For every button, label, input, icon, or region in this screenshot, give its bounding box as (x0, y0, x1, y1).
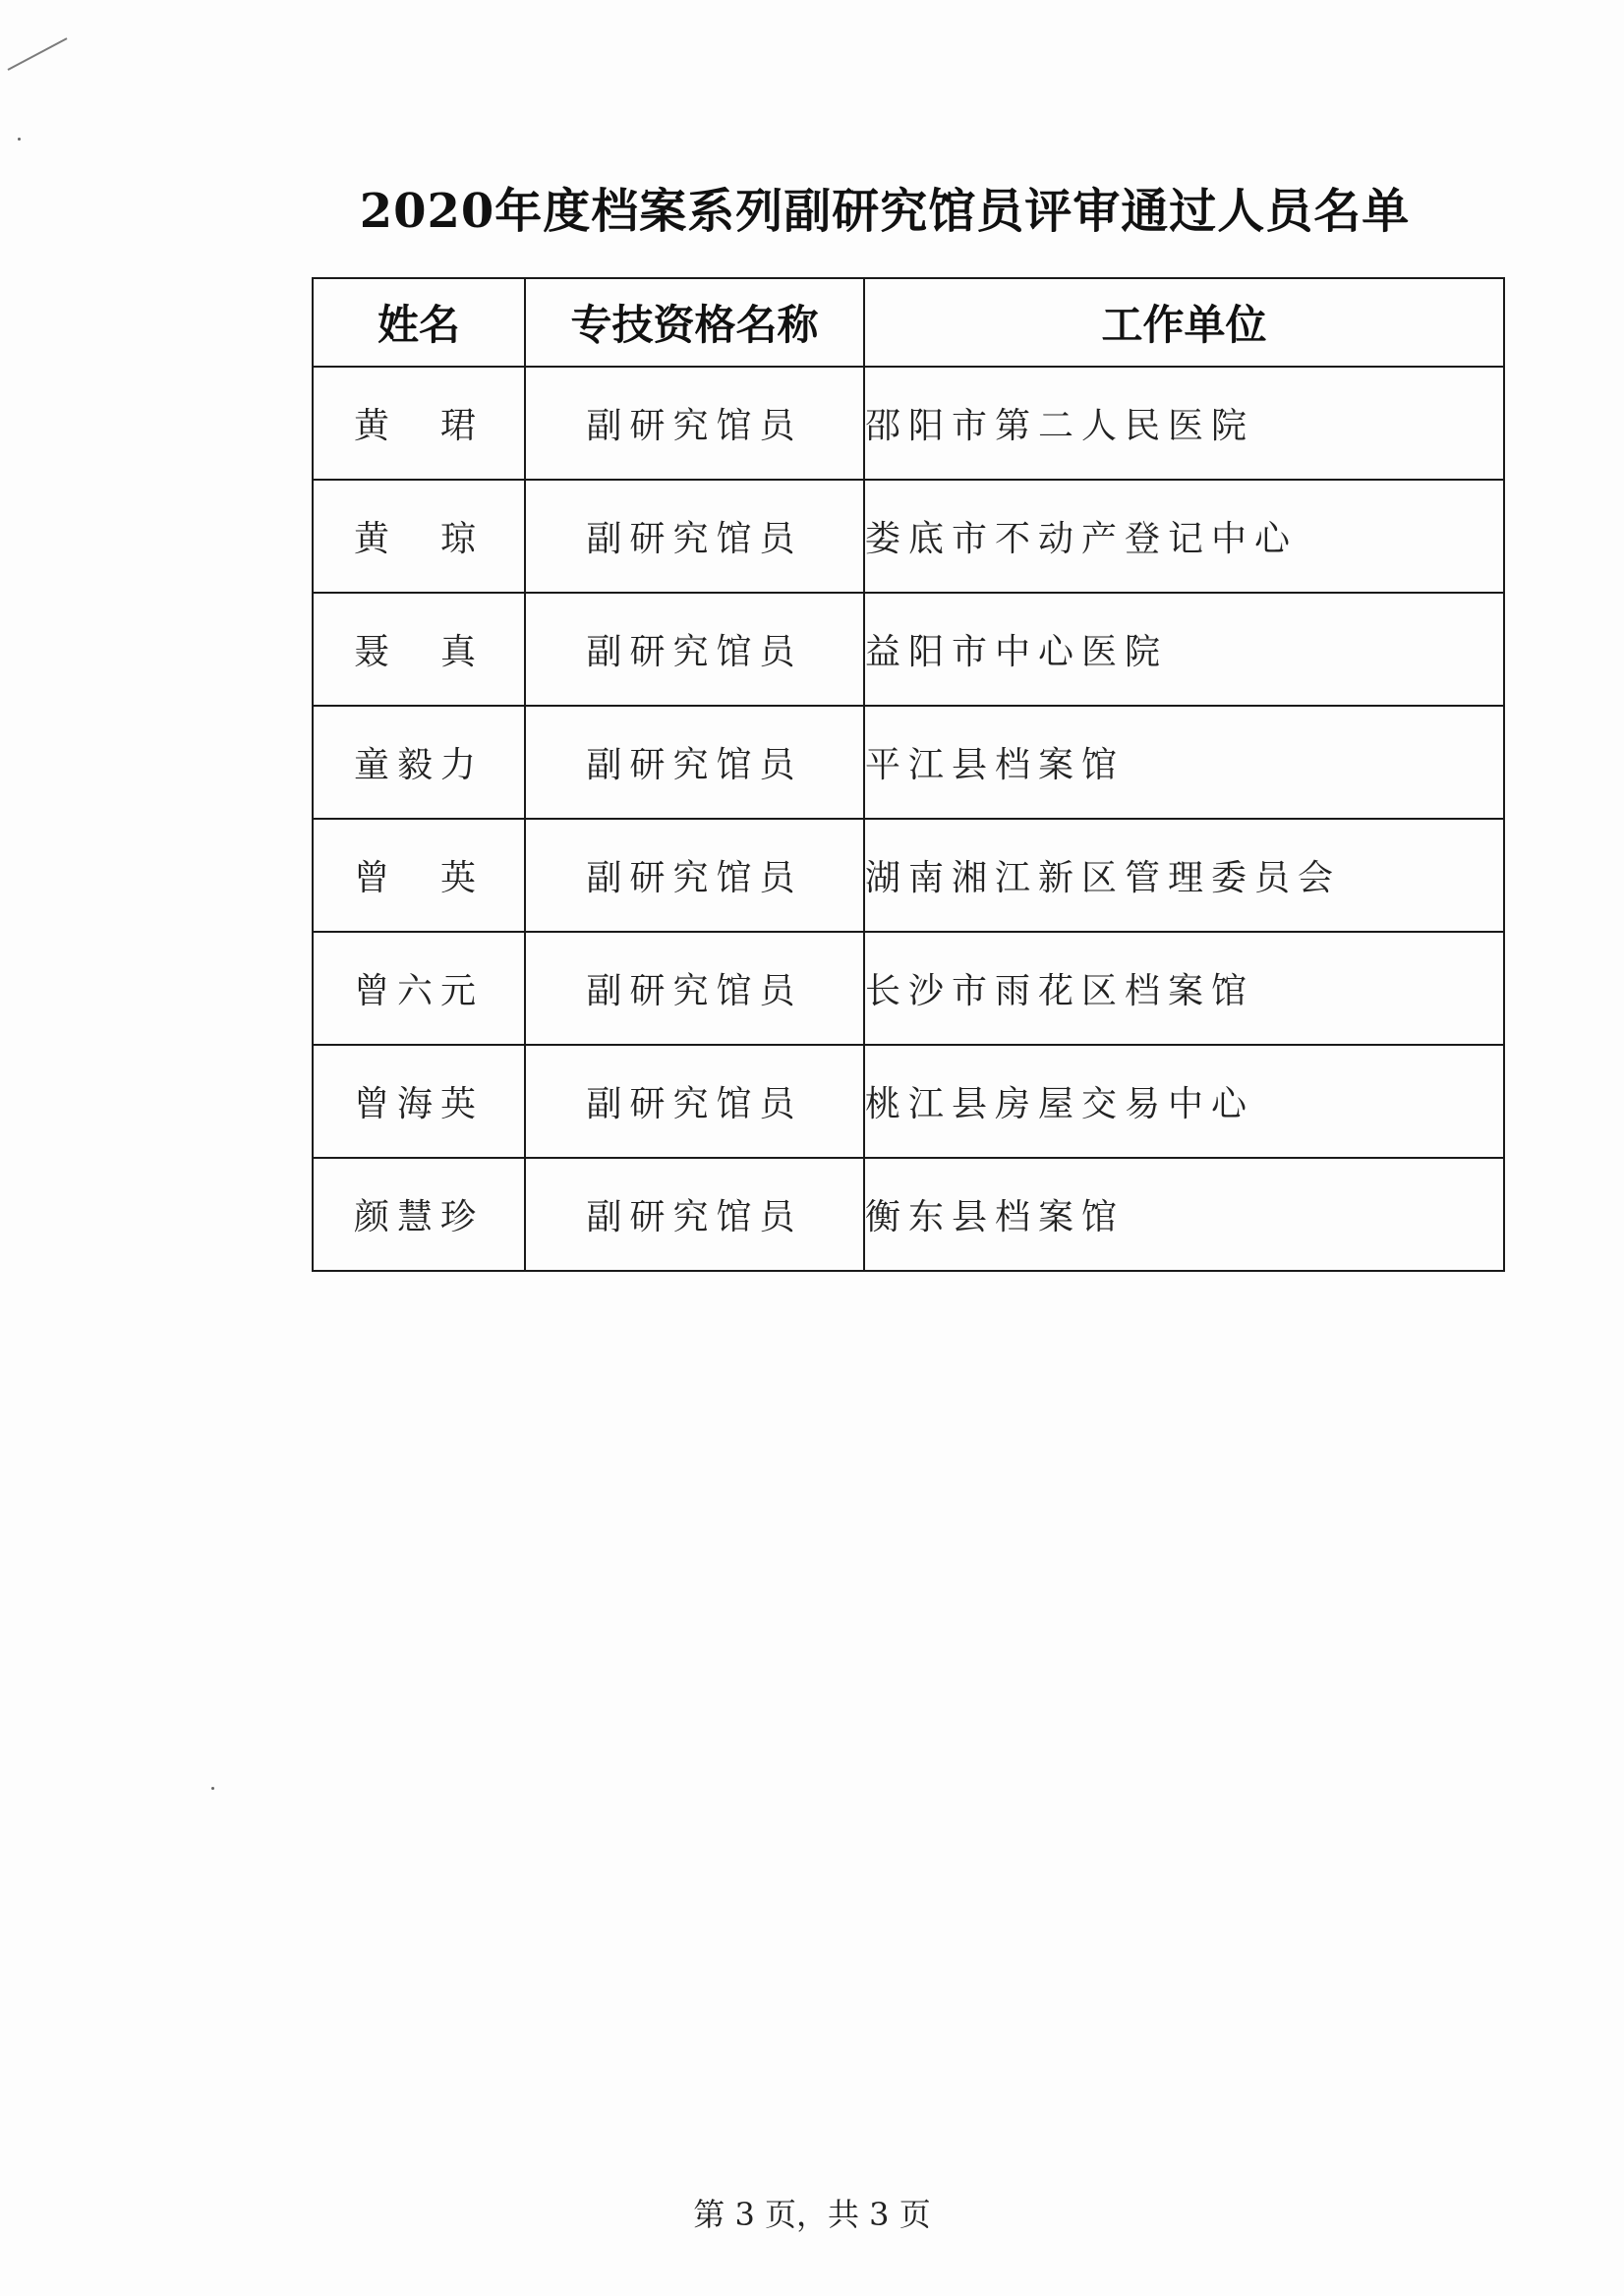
name-cell: 曾海英 (313, 1045, 525, 1158)
table-row (313, 819, 1504, 932)
qualification-cell: 副研究馆员 (525, 819, 864, 932)
work-unit-cell: 平江县档案馆 (864, 706, 1504, 819)
column-header-name: 姓名 (313, 278, 525, 367)
qualification-cell: 副研究馆员 (525, 706, 864, 819)
work-unit-cell: 邵阳市第二人民医院 (864, 367, 1504, 480)
roster-table (312, 277, 1505, 1272)
name-cell: 聂 真 (313, 593, 525, 706)
page-number-footer: 第 3 页，共 3 页 (693, 2196, 931, 2233)
name-cell: 黄 珺 (313, 367, 525, 480)
scan-artifact-line (8, 37, 68, 71)
document-title: 2020年度档案系列副研究馆员评审通过人员名单 (359, 184, 1411, 239)
column-header-unit: 工作单位 (864, 278, 1504, 367)
qualification-cell: 副研究馆员 (525, 480, 864, 593)
name-cell: 颜慧珍 (313, 1158, 525, 1271)
qualification-cell: 副研究馆员 (525, 367, 864, 480)
column-header-title: 专技资格名称 (525, 278, 864, 367)
name-cell: 黄 琼 (313, 480, 525, 593)
table-row (313, 1045, 1504, 1158)
work-unit-cell: 长沙市雨花区档案馆 (864, 932, 1504, 1045)
table-row (313, 706, 1504, 819)
qualification-cell: 副研究馆员 (525, 932, 864, 1045)
qualification-cell: 副研究馆员 (525, 1158, 864, 1271)
name-cell: 曾六元 (313, 932, 525, 1045)
qualification-cell: 副研究馆员 (525, 593, 864, 706)
table-row (313, 593, 1504, 706)
work-unit-cell: 益阳市中心医院 (864, 593, 1504, 706)
name-cell: 曾 英 (313, 819, 525, 932)
work-unit-cell: 桃江县房屋交易中心 (864, 1045, 1504, 1158)
scan-artifact-dot (211, 1787, 214, 1790)
table-row (313, 932, 1504, 1045)
work-unit-cell: 衡东县档案馆 (864, 1158, 1504, 1271)
scan-artifact-dot (18, 138, 21, 141)
qualification-cell: 副研究馆员 (525, 1045, 864, 1158)
table-row (313, 480, 1504, 593)
table-row (313, 1158, 1504, 1271)
table-row (313, 367, 1504, 480)
table-header-row (313, 278, 1504, 367)
name-cell: 童毅力 (313, 706, 525, 819)
work-unit-cell: 湖南湘江新区管理委员会 (864, 819, 1504, 932)
work-unit-cell: 娄底市不动产登记中心 (864, 480, 1504, 593)
